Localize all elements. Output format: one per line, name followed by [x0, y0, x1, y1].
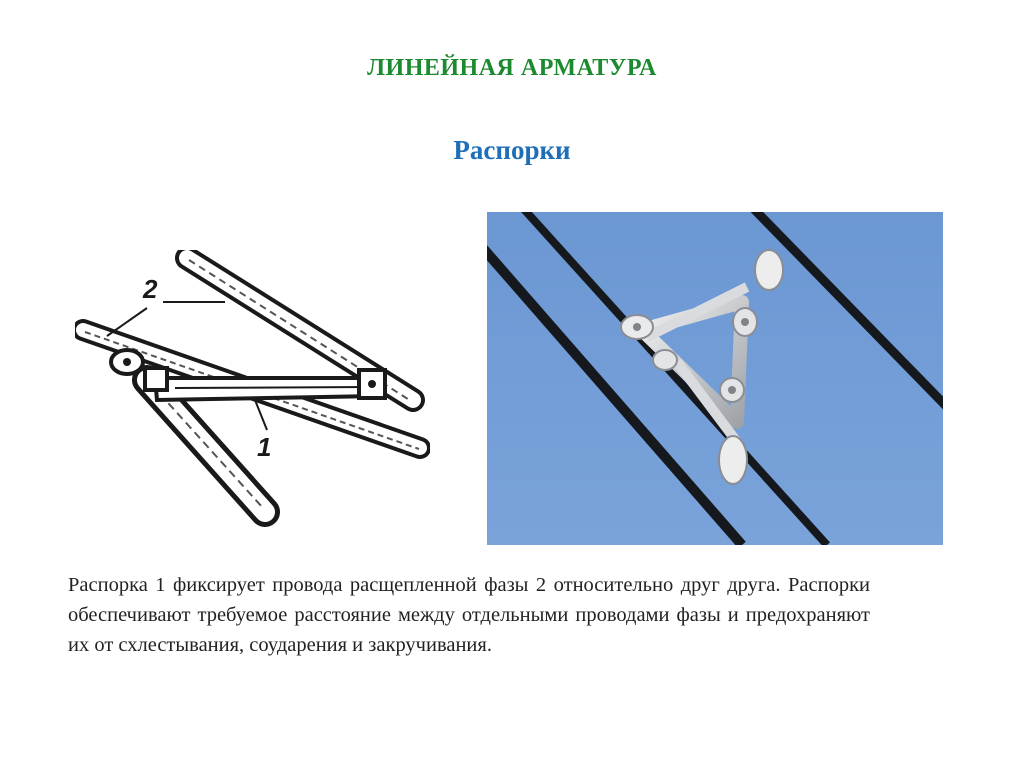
- drawing-spacer-bar: [155, 378, 377, 400]
- drawing-clamp-right: [359, 370, 385, 398]
- label-phase: 2: [143, 274, 158, 304]
- spacer-drawing: [75, 250, 430, 530]
- label-spacer: 1: [257, 432, 272, 462]
- leader-line-2a: [107, 308, 147, 336]
- slide-subtitle: Распорки: [453, 135, 571, 165]
- spacer-photo: [487, 212, 943, 545]
- photo-sky: [487, 212, 943, 545]
- slide-title: ЛИНЕЙНАЯ АРМАТУРА: [367, 55, 657, 81]
- slide-caption: Распорка 1 фиксирует провода расщепленной фазы 2 относительно друг друга. Распорки обеспечивают требуемое расстояние между отдельными проводами фазы и предохраняют их от схлестывания, соударения и закручивания.: [68, 574, 870, 656]
